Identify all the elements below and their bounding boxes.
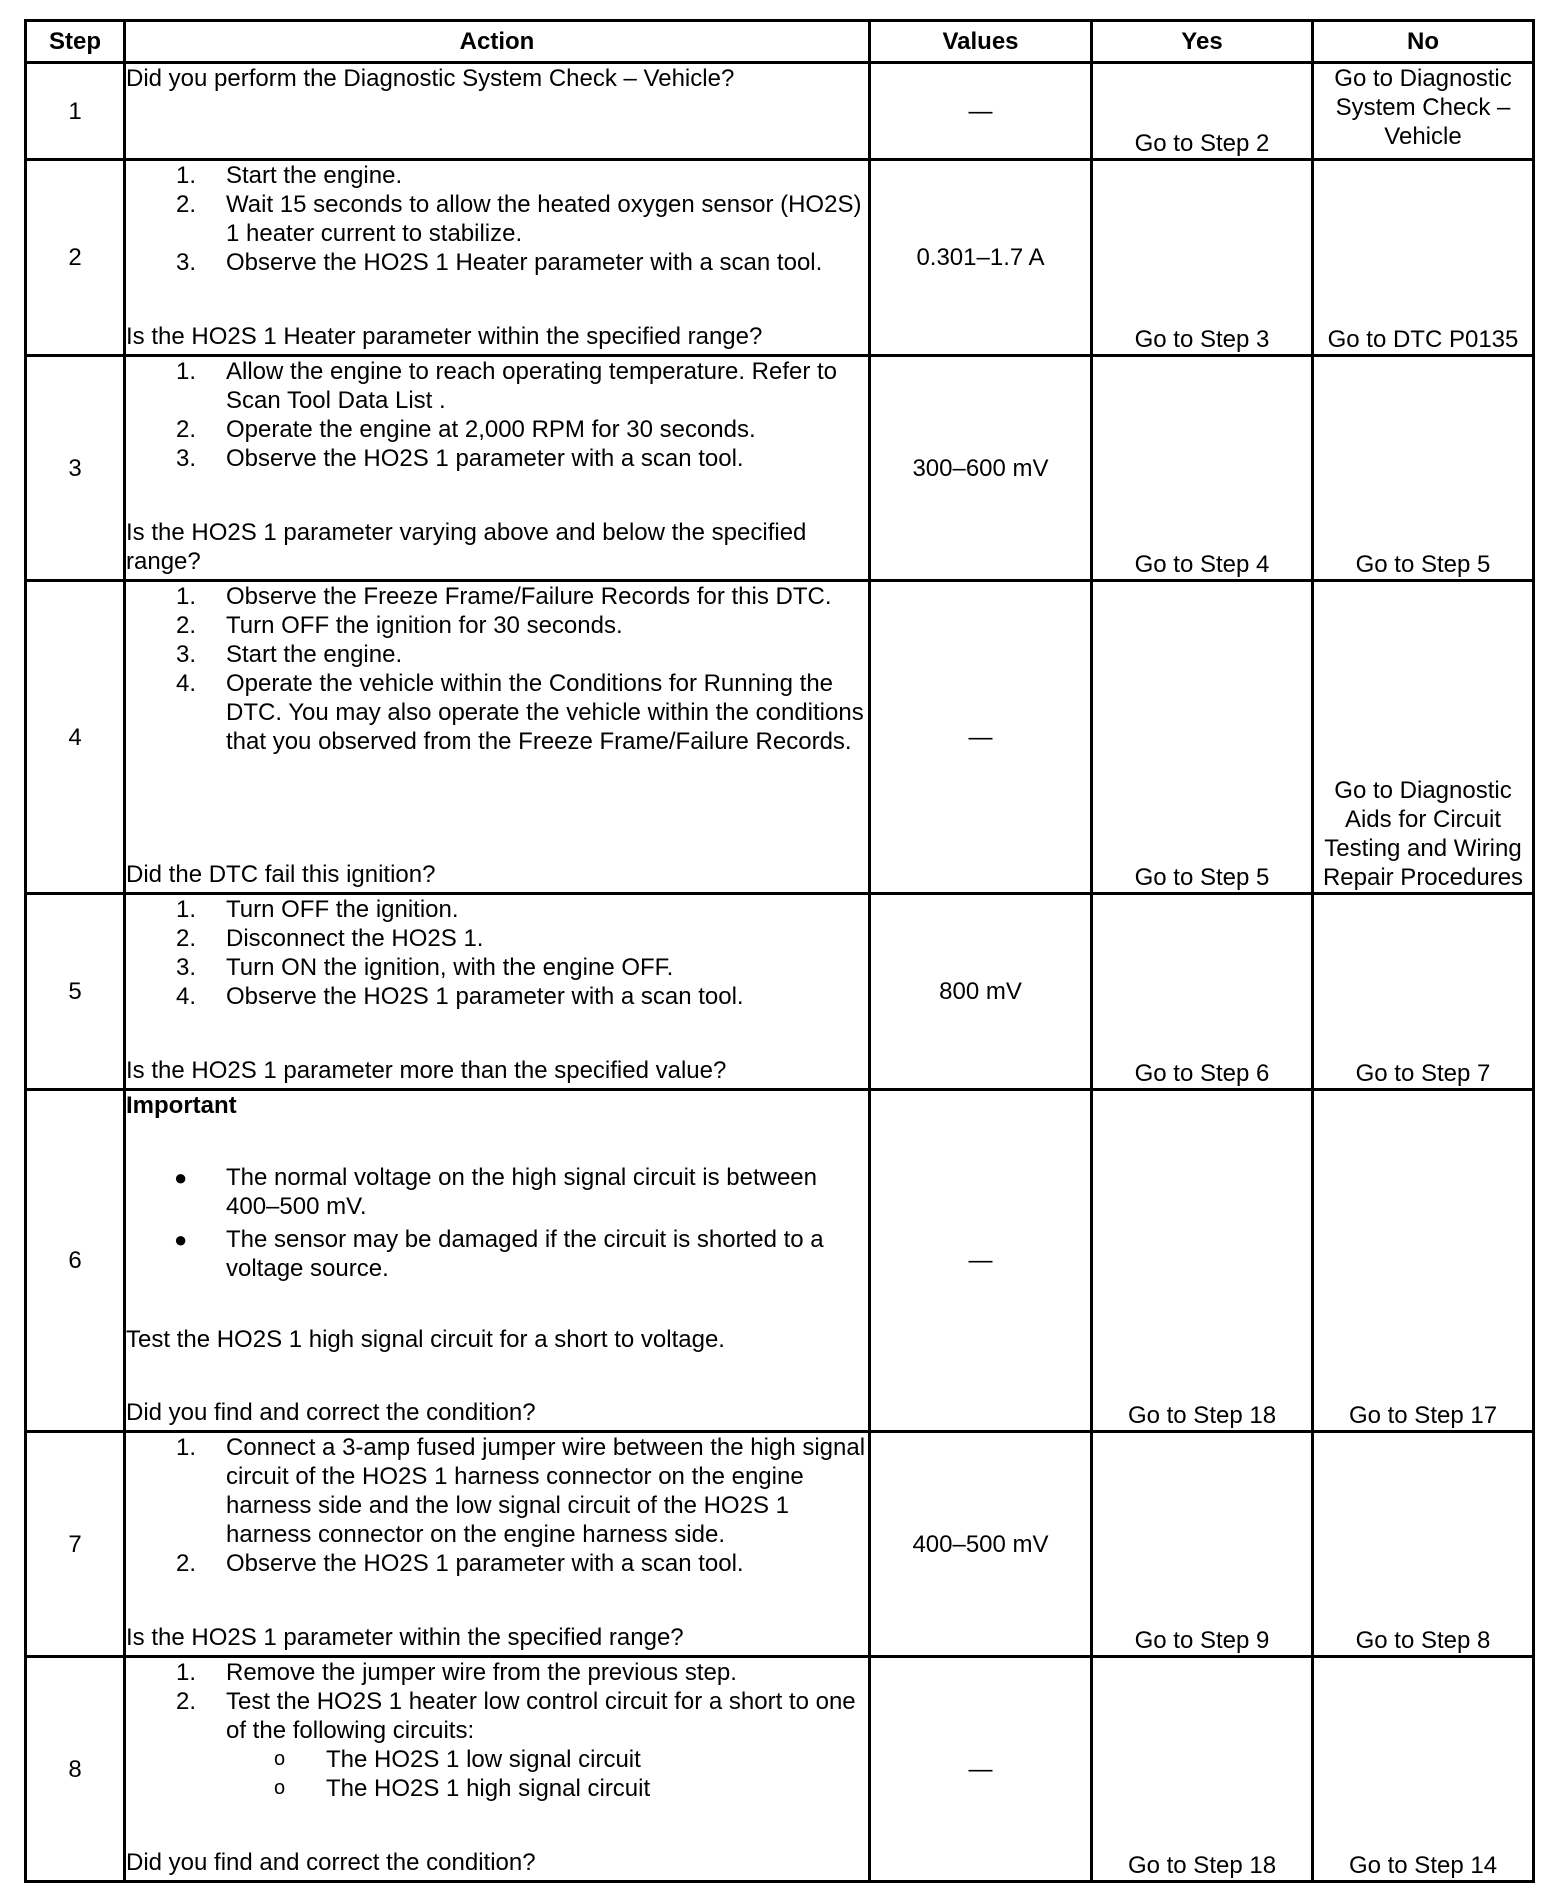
yes-cell: Go to Step 2 — [1092, 63, 1313, 160]
action-question: Is the HO2S 1 parameter varying above and below the specified range? — [126, 519, 807, 575]
value-cell: 400–500 mV — [870, 1432, 1092, 1657]
no-cell: Go to Step 5 — [1313, 356, 1534, 581]
no-cell: Go to Diagnostic Aids for Circuit Testing and Wiring Repair Procedures — [1313, 581, 1534, 894]
list-item: 2. Wait 15 seconds to allow the heated oxygen sensor (HO2S) 1 heater current to stabilize. — [176, 191, 862, 247]
table-row — [26, 356, 1534, 581]
table-row — [26, 1657, 1534, 1882]
table-row — [26, 63, 1534, 160]
list-item: ● The sensor may be damaged if the circuit is shorted to a voltage source. — [174, 1226, 824, 1282]
header-yes: Yes — [1092, 21, 1313, 63]
no-cell: Go to Step 14 — [1313, 1657, 1534, 1882]
action-subitems — [126, 1745, 868, 1803]
header-action: Action — [125, 21, 870, 63]
yes-cell: Go to Step 3 — [1092, 160, 1313, 356]
step-number: 2 — [26, 160, 125, 356]
table-row — [26, 894, 1534, 1090]
action-cell — [125, 160, 870, 356]
yes-cell: Go to Step 6 — [1092, 894, 1313, 1090]
list-item: 3. Start the engine. — [176, 641, 403, 668]
step-number: 7 — [26, 1432, 125, 1657]
no-cell: Go to Diagnostic System Check – Vehicle — [1313, 63, 1534, 160]
list-item: 1. Start the engine. — [176, 162, 403, 189]
value-cell: — — [870, 1657, 1092, 1882]
value-cell: 300–600 mV — [870, 356, 1092, 581]
header-step: Step — [26, 21, 125, 63]
table-row — [26, 1432, 1534, 1657]
list-item: o The HO2S 1 low signal circuit — [274, 1746, 641, 1773]
header-row — [26, 21, 1534, 63]
yes-cell: Go to Step 9 — [1092, 1432, 1313, 1657]
no-cell: Go to Step 17 — [1313, 1090, 1534, 1432]
action-steps — [126, 357, 868, 473]
list-item: 3. Observe the HO2S 1 Heater parameter with a scan tool. — [176, 249, 823, 276]
action-question: Is the HO2S 1 parameter more than the specified value? — [126, 1057, 727, 1084]
list-item: 4. Operate the vehicle within the Conditions for Running the DTC. You may also operate the vehicle within the conditions that you observed from the Freeze Frame/Failure Records. — [176, 670, 864, 755]
list-item: 2. Test the HO2S 1 heater low control circuit for a short to one of the following circuits: — [176, 1688, 856, 1744]
header-values: Values — [870, 21, 1092, 63]
yes-cell: Go to Step 4 — [1092, 356, 1313, 581]
important-heading: Important — [126, 1092, 237, 1119]
value-cell: 800 mV — [870, 894, 1092, 1090]
no-cell: Go to DTC P0135 — [1313, 160, 1534, 356]
value-cell: — — [870, 63, 1092, 160]
action-cell — [125, 894, 870, 1090]
header-no: No — [1313, 21, 1534, 63]
list-item: 1. Connect a 3-amp fused jumper wire between the high signal circuit of the HO2S 1 harness connector on the engine harness side and the low signal circuit of the HO2S 1 harness connector on the engine harness side. — [176, 1434, 866, 1548]
action-cell — [125, 1090, 870, 1432]
value-cell: — — [870, 1090, 1092, 1432]
list-item: 2. Disconnect the HO2S 1. — [176, 925, 484, 952]
list-item: 2. Observe the HO2S 1 parameter with a scan tool. — [176, 1550, 744, 1577]
action-question: Did the DTC fail this ignition? — [126, 861, 436, 888]
step-number: 3 — [26, 356, 125, 581]
list-item: 3. Turn ON the ignition, with the engine OFF. — [176, 954, 674, 981]
action-cell — [125, 581, 870, 894]
step-number: 6 — [26, 1090, 125, 1432]
table-row — [26, 1090, 1534, 1432]
diagnostic-table — [24, 19, 1535, 1883]
step-number: 5 — [26, 894, 125, 1090]
action-cell — [125, 63, 870, 160]
action-steps — [126, 895, 868, 1011]
important-notes — [126, 1163, 868, 1287]
no-cell: Go to Step 8 — [1313, 1432, 1534, 1657]
list-item: 1. Turn OFF the ignition. — [176, 896, 459, 923]
value-cell: 0.301–1.7 A — [870, 160, 1092, 356]
action-question: Did you find and correct the condition? — [126, 1849, 536, 1876]
list-item: 2. Turn OFF the ignition for 30 seconds. — [176, 612, 623, 639]
action-cell — [125, 1657, 870, 1882]
yes-cell: Go to Step 18 — [1092, 1090, 1313, 1432]
step-number: 8 — [26, 1657, 125, 1882]
yes-cell: Go to Step 18 — [1092, 1657, 1313, 1882]
list-item: 4. Observe the HO2S 1 parameter with a scan tool. — [176, 983, 744, 1010]
list-item: o The HO2S 1 high signal circuit — [274, 1775, 651, 1802]
step-number: 4 — [26, 581, 125, 894]
action-question: Did you find and correct the condition? — [126, 1399, 536, 1426]
table-row — [26, 160, 1534, 356]
list-item: 3. Observe the HO2S 1 parameter with a scan tool. — [176, 445, 744, 472]
list-item: 2. Operate the engine at 2,000 RPM for 30 seconds. — [176, 416, 756, 443]
yes-cell: Go to Step 5 — [1092, 581, 1313, 894]
action-question: Is the HO2S 1 Heater parameter within the specified range? — [126, 323, 763, 350]
action-steps — [126, 582, 868, 756]
table-row — [26, 581, 1534, 894]
action-instruction: Test the HO2S 1 high signal circuit for a short to voltage. — [126, 1326, 725, 1353]
list-item: 1. Remove the jumper wire from the previous step. — [176, 1659, 737, 1686]
action-cell — [125, 356, 870, 581]
step-number: 1 — [26, 63, 125, 160]
action-steps — [126, 1658, 868, 1745]
action-steps — [126, 161, 868, 277]
action-question: Did you perform the Diagnostic System Check – Vehicle? — [126, 65, 735, 92]
no-cell: Go to Step 7 — [1313, 894, 1534, 1090]
action-cell — [125, 1432, 870, 1657]
list-item: 1. Allow the engine to reach operating temperature. Refer to Scan Tool Data List . — [176, 358, 838, 414]
list-item: 1. Observe the Freeze Frame/Failure Records for this DTC. — [176, 583, 832, 610]
list-item: ● The normal voltage on the high signal circuit is between 400–500 mV. — [174, 1164, 817, 1220]
action-question: Is the HO2S 1 parameter within the specified range? — [126, 1624, 684, 1651]
action-steps — [126, 1433, 868, 1578]
value-cell: — — [870, 581, 1092, 894]
